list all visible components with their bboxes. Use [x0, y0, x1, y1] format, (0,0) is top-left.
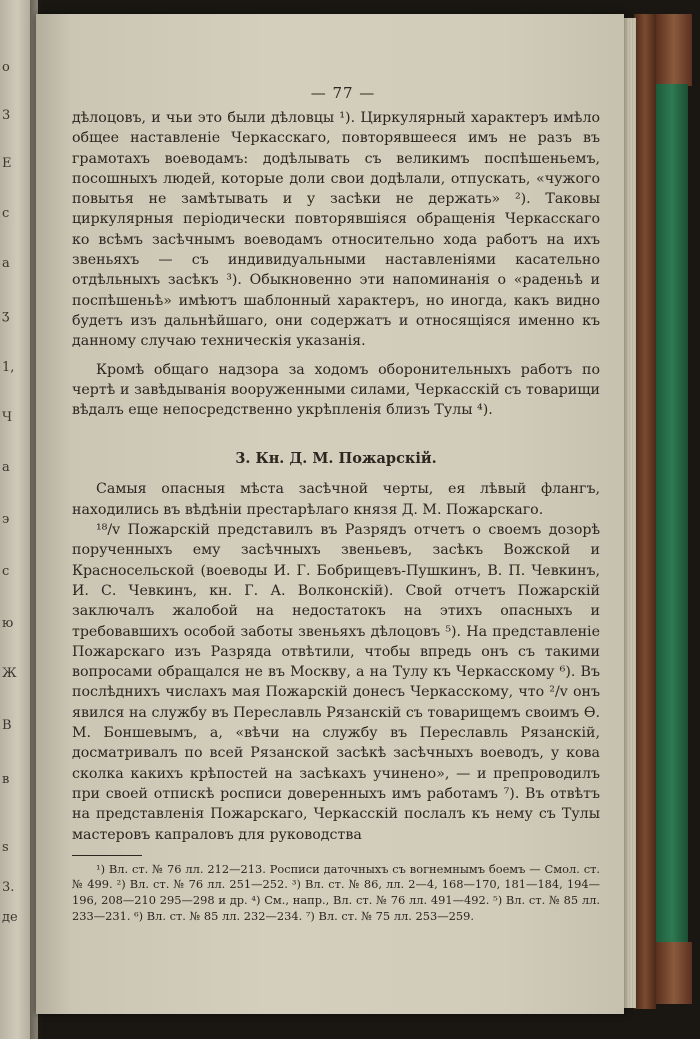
- left-fragment: в: [2, 772, 10, 787]
- left-fragment: 3.: [2, 880, 15, 895]
- left-fragment: ʒ: [2, 308, 10, 323]
- left-fragment: ю: [2, 616, 14, 631]
- left-fragment: а: [2, 460, 10, 475]
- page-content: [72, 84, 600, 924]
- left-fragment: c: [2, 206, 10, 221]
- spine-bottom-leather: [656, 942, 692, 1004]
- left-fragment: Ж: [2, 666, 17, 681]
- left-fragment: s: [2, 840, 9, 855]
- page-number: — 77 —: [310, 84, 376, 102]
- page-edges: [622, 18, 636, 1008]
- spine-green-cloth: [656, 84, 688, 944]
- left-fragment: a: [2, 256, 10, 271]
- left-fragment: B: [2, 718, 12, 733]
- left-fragment: де: [2, 910, 18, 925]
- left-fragment: c: [2, 564, 10, 579]
- spine-top-leather: [656, 14, 692, 86]
- paragraph: ¹⁸/v Пожарскій представилъ въ Разрядъ отчетъ о своемъ дозорѣ порученныхъ ему засѣчныхъ звеньевъ, засѣкъ Вожской и Красносельской (воеводы И. Г. Бобрищевъ-Пушкинъ, В. П. Чевкинъ, И. С. Чевкинъ, кн. Г. А. Волконскій). Свой отчетъ Пожарскій заключалъ жалобой на недостатокъ на этихъ опасныхъ и требовавшихъ особой заботы звеньяхъ дѣлоцовъ ⁵). На представленіе Пожарскаго изъ Разряда отвѣтили, чтобы впредь онъ съ такими вопросами обращался не въ Москву, а на Тулу къ Черкасскому ⁶). Въ послѣднихъ числахъ мая Пожарскій донесъ Черкасскому, что ²/v онъ явился на службу въ Переславль Рязанскій съ товарищемъ своимъ Ѳ. М. Боншевымъ, а, «вѣчи на службу въ Переславль Рязанскій, досматривалъ по всей Рязанской засѣкѣ засѣчныхъ воеводъ, у кова сколка какихъ крѣпостей на засѣкахъ учинено», — и препроводилъ при своей отпискѣ росписи доверенныхъ имъ работамъ ⁷). Въ отвѣтъ на представленія Пожарскаго, Черкасскій послалъ къ нему съ Тулы мастеровъ капраловъ для руководства: [72, 522, 600, 843]
- section-heading: 3. Кн. Д. М. Пожарскій.: [235, 450, 437, 468]
- paragraph: Кромѣ общаго надзора за ходомъ оборонительныхъ работъ по чертѣ и завѣдыванія вооруженными силами, Черкасскій съ товарищи вѣдалъ еще непосредственно укрѣпленія близъ Тулы ⁴).: [72, 361, 600, 419]
- paragraph: дѣлоцовъ, и чьи это были дѣловцы ¹). Циркулярный характеръ имѣло общее наставленіе Черкасскаго, повторявшееся имъ не разъ въ грамотахъ воеводамъ: додѣлывать съ великимъ поспѣшеньемъ, посошныхъ людей, которые доли свои додѣлали, отпускать, «чужого повытья не замѣтывать и у засѣки не держать» ²). Таковы циркулярныя періодически повторявшіяся обращенія Черкасскаго ко всѣмъ засѣчнымъ воеводамъ относительно хода работъ на ихъ звеньяхъ — съ индивидуальными наставленіями касательно отдѣльныхъ засѣкъ ³). Обыкновенно эти напоминанія о «раденьѣ и поспѣшеньѣ» имѣютъ шаблонный характеръ, но иногда, какъ видно будетъ изъ дальнѣйшаго, они содержатъ и относящіяся именно къ данному случаю техническія указанія.: [72, 110, 600, 350]
- left-fragment: Ч: [2, 410, 13, 425]
- footnotes: ¹) Вл. ст. № 76 лл. 212—213. Росписи даточныхъ съ вогнемнымъ боемъ — Смол. ст. № 499. ²) Вл. ст. № 76 лл. 251—252. ³) Вл. ст. № 86, лл. 2—4, 168—170, 181—184, 194—196, 208—210 295—298 и др. ⁴) См., напр., Вл. ст. № 76 лл. 491—492. ⁵) Вл. ст. № 85 лл. 233—231. ⁶) Вл. ст. № 85 лл. 232—234. ⁷) Вл. ст. № 75 лл. 253—259.: [72, 861, 600, 923]
- left-fragment: 3: [2, 108, 11, 123]
- left-fragment: 1,: [2, 360, 15, 375]
- left-fragment: o: [2, 60, 10, 75]
- paragraph: Самыя опасныя мѣста засѣчной черты, ея лѣвый флангъ, находились въ вѣдѣніи престарѣлаго князя Д. М. Пожарскаго.: [72, 481, 600, 518]
- cover-edge: [634, 14, 656, 1009]
- left-fragment: э: [2, 512, 10, 527]
- footnote-rule: [72, 855, 142, 856]
- left-fragment: E: [2, 156, 12, 171]
